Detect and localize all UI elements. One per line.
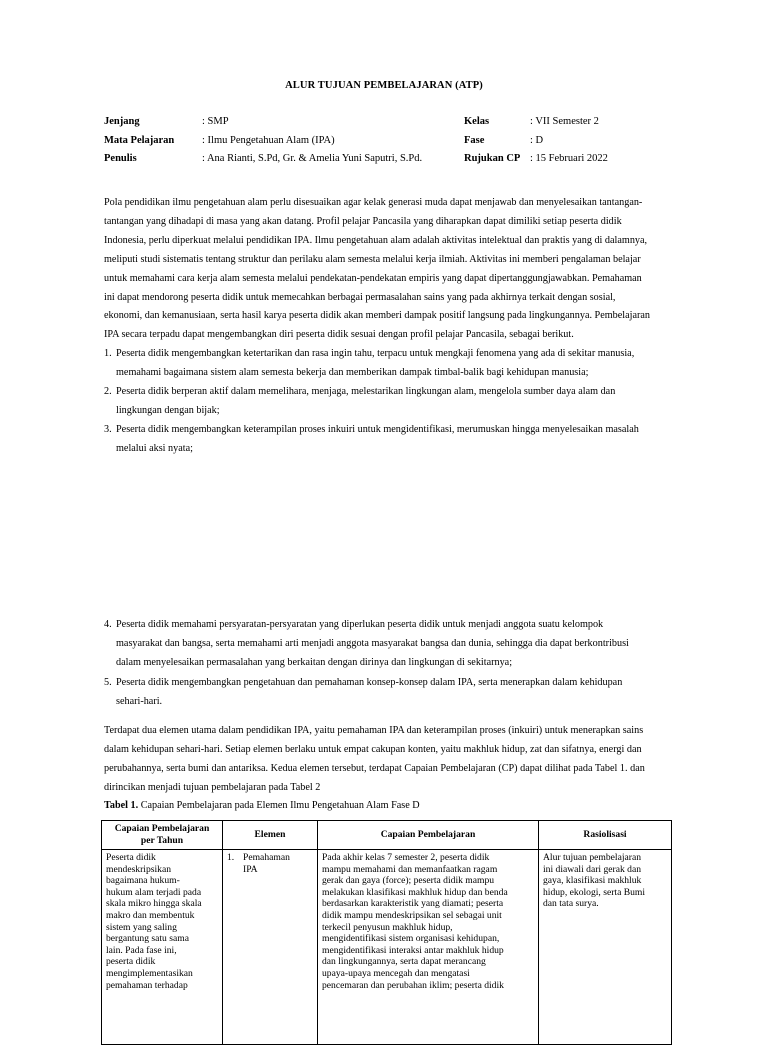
- list-line: memahami bagaimana sistem alam semesta bekerja dan memberikan dampak timbal-balik bagi kehidupan manusia;: [116, 366, 589, 378]
- list-number: 2.: [104, 386, 112, 397]
- cell-line: bergantung satu sama: [106, 933, 189, 945]
- paragraph-line: Pola pendidikan ilmu pengetahuan alam perlu disesuaikan agar kelak generasi muda dapat menjawab dan menyelesaikan tantangan-: [104, 197, 643, 208]
- cell-line: hukum alam terjadi pada: [106, 886, 202, 898]
- paragraph-line: Indonesia, perlu diperkuat melalui pendidikan IPA. Ilmu pengetahuan alam adalah aktivitas intelektual dan praktis yang di dalamnya,: [104, 234, 648, 246]
- cell-line: gaya, klasifikasi makhluk: [543, 875, 642, 887]
- cell-capaian: [318, 850, 539, 1045]
- paragraph-line: IPA secara terpadu dapat mengembangkan diri peserta didik sesuai dengan profil pelajar Pancasila, sebagai berikut.: [104, 329, 574, 341]
- meta-label: Mata Pelajaran: [104, 135, 175, 146]
- cell-line: gerak dan gaya (force); peserta didik mampu: [322, 875, 495, 887]
- cell-line: mengimplementasikan: [106, 967, 193, 979]
- list-number: 5.: [104, 677, 112, 688]
- cell-line: peserta didik: [106, 956, 156, 968]
- list-line: Peserta didik mengembangkan keterampilan proses inkuiri untuk mengidentifikasi, merumuskan hingga menyelesaikan masalah: [116, 424, 639, 435]
- document-title: ALUR TUJUAN PEMBELAJARAN (ATP): [285, 80, 483, 91]
- table-caption-text: Capaian Pembelajaran pada Elemen Ilmu Pengetahuan Alam Fase D: [138, 800, 420, 811]
- cell-line: Pada akhir kelas 7 semester 2, peserta didik: [322, 852, 490, 863]
- meta-label: Jenjang: [104, 116, 140, 127]
- meta-label: Fase: [464, 135, 485, 146]
- list-item: [104, 383, 694, 421]
- list-line: Peserta didik mengembangkan pengetahuan dan pemahaman konsep-konsep dalam IPA, serta menerapkan dalam kehidupan: [116, 677, 623, 688]
- cell-line: ini diawali dari gerak dan: [543, 863, 642, 875]
- table-caption-label: Tabel 1.: [104, 800, 139, 811]
- meta-value: : SMP: [202, 116, 229, 127]
- meta-label: Penulis: [104, 153, 137, 164]
- paragraph-line: dirincikan menjadi tujuan pembelajaran pada Tabel 2: [104, 781, 321, 793]
- cell-line: makro dan membentuk: [106, 909, 195, 921]
- meta-label: Rujukan CP: [464, 153, 521, 164]
- cell-line: skala mikro hingga skala: [106, 898, 202, 910]
- paragraph-line: tantangan yang dihadapi di masa yang akan datang. Profil pelajar Pancasila yang diharapkan dapat dimiliki setiap peserta didik: [104, 215, 622, 227]
- cell-line: bagaimana hukum-: [106, 875, 180, 887]
- list-item: [104, 616, 694, 673]
- list-line: Peserta didik berperan aktif dalam memelihara, menjaga, melestarikan lingkungan alam, mengelola sumber daya alam dan: [116, 386, 616, 397]
- paragraph-line: meliputi studi sistematis tentang struktur dan perilaku alam semesta melalui kerja ilmiah. Aktivitas ini memberi pengalaman belajar: [104, 253, 641, 265]
- cell-line: mampu memahami dan memanfaatkan ragam: [322, 863, 498, 875]
- list-number: 1.: [104, 348, 112, 359]
- meta-value: : Ilmu Pengetahuan Alam (IPA): [202, 135, 335, 146]
- list-number: 3.: [104, 424, 112, 435]
- header-line: per Tahun: [140, 835, 184, 846]
- cell-line: lain. Pada fase ini,: [106, 944, 177, 956]
- cell-elemen: [223, 850, 318, 1045]
- paragraph-line: ini dapat mendorong peserta didik untuk memecahkan berbagai permasalahan sains yang pada akhirnya terkait dengan sosial,: [104, 291, 616, 303]
- cell-line: mengidentifikasi sistem organisasi kehidupan,: [322, 933, 500, 945]
- paragraph-line: Terdapat dua elemen utama dalam pendidikan IPA, yaitu pemahaman IPA dan keterampilan proses (inkuiri) untuk menerapkan sains: [104, 725, 644, 736]
- table-caption: [104, 800, 420, 811]
- element-paragraph: [104, 722, 688, 798]
- meta-value: : VII Semester 2: [530, 116, 599, 127]
- cell-line: terkecil penyusun makhluk hidup,: [322, 921, 453, 933]
- cell-line: didik mampu mendeskripsikan sel sebagai unit: [322, 909, 502, 921]
- meta-value: : Ana Rianti, S.Pd, Gr. & Amelia Yuni Saputri, S.Pd.: [202, 153, 423, 164]
- cell-line: dan tata surya.: [543, 898, 599, 910]
- list-line: melalui aksi nyata;: [116, 442, 193, 454]
- cell-line: Pemahaman: [243, 852, 290, 863]
- paragraph-line: dalam kehidupan sehari-hari. Setiap elemen berlaku untuk empat cakupan konten, yaitu makhluk hidup, zat dan sifatnya, energi dan: [104, 743, 642, 755]
- cell-line: dan lingkungannya, serta dapat merancang: [322, 956, 486, 968]
- list-line: masyarakat dan bangsa, serta memahami arti menjadi anggota masyarakat bangsa dan dunia, sehingga dia dapat berkontribusi: [116, 637, 629, 649]
- list-number: 4.: [104, 619, 112, 630]
- cell-line: pencemaran dan perubahan iklim; peserta didik: [322, 979, 504, 991]
- cp-table: [101, 820, 672, 1045]
- cell-line: melakukan klasifikasi makhluk hidup dan benda: [322, 886, 508, 898]
- meta-label: Kelas: [464, 116, 490, 127]
- cell-rasiolisasi: [539, 850, 672, 1045]
- meta-value: : D: [530, 135, 544, 146]
- table-header-cp-per-tahun: [102, 821, 223, 850]
- list-line: dalam menyelesaikan permasalahan yang berkaitan dengan dirinya dan lingkungan di sekitarnya;: [116, 656, 513, 668]
- list-item: [104, 421, 694, 459]
- list-line: Peserta didik mengembangkan ketertarikan dan rasa ingin tahu, terpacu untuk mengkaji fenomena yang ada di sekitar manusia,: [116, 348, 635, 359]
- table-header-capaian: Capaian Pembelajaran: [318, 821, 539, 850]
- meta-value: : 15 Februari 2022: [530, 153, 608, 164]
- table-row: [102, 850, 672, 1045]
- table-header-row: [102, 821, 672, 850]
- cell-line: berdasarkan karakteristik yang diamati; peserta: [322, 898, 504, 910]
- cell-line: Peserta didik: [106, 852, 156, 863]
- list-line: lingkungan dengan bijak;: [116, 404, 220, 416]
- cell-line: mengidentifikasi interaksi antar makhluk hidup: [322, 944, 504, 956]
- cell-line: Alur tujuan pembelajaran: [543, 852, 642, 863]
- table-header-elemen: Elemen: [223, 821, 318, 850]
- list-item: [104, 345, 694, 383]
- cell-line: IPA: [243, 863, 258, 875]
- intro-paragraph: [104, 194, 688, 345]
- list-item: [104, 674, 694, 712]
- header-line: Capaian Pembelajaran: [114, 823, 210, 835]
- cell-cp-per-tahun: [102, 850, 223, 1045]
- elemen-item: [227, 852, 313, 875]
- paragraph-line: untuk memahami cara kerja alam semesta melalui pendekatan-pendekatan empiris yang dapat dipertanggungjawabkan. Pemahaman: [104, 272, 642, 284]
- list-line: Peserta didik memahami persyaratan-persyaratan yang diperlukan peserta didik untuk menjadi anggota suatu kelompok: [116, 619, 604, 630]
- paragraph-line: ekonomi, dan kemanusiaan, serta hasil karya peserta didik akan memberi dampak positif langsung pada lingkungannya. Pembelajaran: [104, 310, 650, 322]
- paragraph-line: perubahannya, serta bumi dan antariksa. Kedua elemen tersebut, terdapat Capaian Pembelajaran (CP) dapat dilihat pada Tabel 1. dan: [104, 762, 645, 774]
- elemen-number: 1.: [227, 852, 235, 863]
- list-line: sehari-hari.: [116, 695, 163, 707]
- cell-line: upaya-upaya mencegah dan mengatasi: [322, 967, 470, 979]
- cell-line: hidup, ekologi, serta Bumi: [543, 886, 646, 898]
- cell-line: sistem yang saling: [106, 921, 177, 933]
- cell-line: mendeskripsikan: [106, 863, 172, 875]
- cell-line: pemahaman terhadap: [106, 979, 188, 991]
- table-header-rasiolisasi: Rasiolisasi: [539, 821, 672, 850]
